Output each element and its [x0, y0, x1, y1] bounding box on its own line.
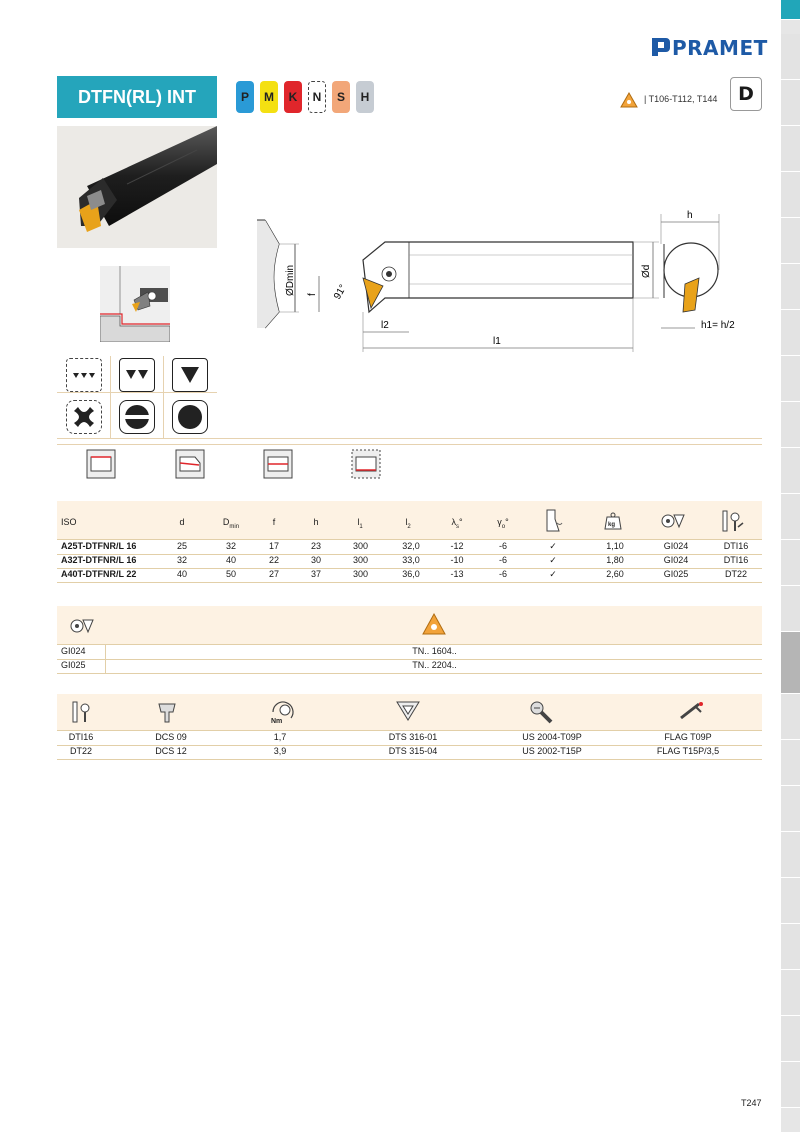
dimension-angle: 91° — [332, 282, 350, 302]
table-cell: 22 — [268, 555, 279, 565]
shim-table-header — [57, 606, 762, 644]
table-cell: 32 — [225, 541, 236, 551]
table-cell: 25 — [176, 541, 187, 551]
shim-code: GI024 — [61, 646, 86, 656]
section-tab[interactable] — [781, 694, 800, 740]
section-tab[interactable] — [781, 448, 800, 494]
torque-value: 3,9 — [273, 746, 287, 756]
table-cell: -13 — [450, 569, 464, 579]
iso-group-n: N — [308, 81, 326, 113]
section-tab[interactable] — [781, 126, 800, 172]
table-cell: 50 — [225, 569, 236, 579]
profile-bore-icon — [263, 449, 293, 479]
section-tab[interactable] — [781, 264, 800, 310]
iso-group-p: P — [236, 81, 254, 113]
table-cell: GI025 — [663, 569, 689, 579]
table-cell: 300 — [353, 555, 369, 565]
torque-label: Nm — [271, 718, 283, 725]
table-cell: 30 — [310, 555, 321, 565]
clamp-icon — [155, 700, 179, 724]
table-cell: 37 — [310, 569, 321, 579]
table-cell: 32,0 — [402, 541, 420, 551]
insert-shape-small-triangles — [66, 358, 102, 392]
screw-code: US 2002-T15P — [522, 746, 582, 756]
section-tab[interactable] — [781, 172, 800, 218]
dimension-d: Ød — [641, 264, 652, 278]
product-code: A25T-DTFNR/L 16 — [61, 541, 137, 551]
iso-group-h: H — [356, 81, 374, 113]
table-cell: 300 — [353, 541, 369, 551]
screw-icon — [529, 700, 555, 724]
key-icon — [677, 700, 707, 722]
brand-name: PRAMET — [672, 36, 768, 60]
table-cell: -6 — [498, 569, 507, 579]
brand-logo — [650, 36, 768, 60]
through-bore-icon — [86, 449, 116, 479]
table-cell: ✓ — [549, 569, 557, 579]
col-gamma: $\gamma_o^\circ$ — [497, 517, 509, 530]
iso-group-s: S — [332, 81, 350, 113]
section-tab-current[interactable] — [781, 632, 800, 694]
section-tab[interactable] — [781, 80, 800, 126]
table-cell: 40 — [176, 569, 187, 579]
product-code: A40T-DTFNR/L 22 — [61, 569, 137, 579]
clamping-parts-icon — [69, 700, 95, 724]
shim-plate-code: DTS 315-04 — [388, 746, 438, 756]
col-l2: $l_2$ — [405, 517, 411, 530]
col-l1: $l_1$ — [357, 517, 363, 530]
insert-designation: TN.. 1604.. — [412, 646, 457, 656]
product-table — [57, 501, 762, 587]
insert-reference — [620, 94, 730, 112]
section-tab[interactable] — [781, 1062, 800, 1108]
dimension-l2: l2 — [381, 320, 389, 331]
table-cell: -10 — [450, 555, 464, 565]
insert-designation: TN.. 2204.. — [412, 660, 457, 670]
table-cell: -6 — [498, 541, 507, 551]
triangle-insert-icon — [421, 612, 447, 636]
table-cell: ✓ — [549, 555, 557, 565]
section-tab[interactable] — [781, 356, 800, 402]
insert-shape-double-triangles — [119, 358, 155, 392]
section-tab[interactable] — [781, 740, 800, 786]
shim-table — [57, 606, 762, 674]
col-lambda: $\lambda_s^\circ$ — [451, 517, 463, 530]
clamp-code: DCS 09 — [155, 732, 187, 742]
dimension-dmin: ØDmin — [285, 264, 296, 296]
iso-group-m: M — [260, 81, 278, 113]
dimension-l1: l1 — [493, 336, 501, 347]
table-cell: 17 — [268, 541, 279, 551]
weight-icon — [603, 511, 623, 531]
clamping-parts-icon — [719, 509, 745, 533]
torque-value: 1,7 — [273, 732, 287, 742]
table-cell: 2,60 — [606, 569, 624, 579]
section-tab[interactable] — [781, 878, 800, 924]
brand-mark-icon — [650, 36, 670, 58]
iso-group-k: K — [284, 81, 302, 113]
col-d: d — [179, 517, 185, 527]
section-tab[interactable] — [781, 970, 800, 1016]
shim-plate-code: DTS 316-01 — [388, 732, 438, 742]
table-cell: DTI16 — [723, 541, 749, 551]
col-iso: ISO — [61, 517, 77, 527]
parts-set-code: DT22 — [69, 746, 92, 756]
dimension-h: h — [687, 210, 693, 221]
table-cell: -6 — [498, 555, 507, 565]
blind-bore-icon — [175, 449, 205, 479]
coolant-icon — [543, 509, 563, 533]
section-tab[interactable] — [781, 924, 800, 970]
table-cell: GI024 — [663, 541, 689, 551]
section-tab[interactable] — [781, 310, 800, 356]
section-tab[interactable] — [781, 494, 800, 540]
table-cell: 40 — [225, 555, 236, 565]
table-cell: ✓ — [549, 541, 557, 551]
page-title: DTFN(RL) INT — [57, 76, 217, 118]
table-cell: 33,0 — [402, 555, 420, 565]
insert-reference-text: | T106-T112, T144 — [644, 94, 718, 104]
shim-code: GI025 — [61, 660, 86, 670]
section-badge: D — [730, 77, 762, 111]
section-tab[interactable] — [781, 34, 800, 80]
screw-code: US 2004-T09P — [522, 732, 582, 742]
product-photo — [57, 126, 217, 248]
shim-icon — [69, 614, 95, 638]
table-cell: 1,10 — [606, 541, 624, 551]
key-code: FLAG T15P/3,5 — [656, 746, 720, 756]
table-cell: 32 — [176, 555, 187, 565]
col-dmin: $D_{min}$ — [222, 517, 240, 530]
section-tabs — [781, 0, 800, 1132]
spare-parts-table — [57, 694, 762, 764]
technical-drawing — [235, 200, 765, 360]
insert-shape-double-half-round — [119, 400, 155, 434]
insert-shape-triangle — [172, 358, 208, 392]
torque-icon — [267, 698, 297, 726]
section-tab[interactable] — [781, 540, 800, 586]
table-cell: GI024 — [663, 555, 689, 565]
key-code: FLAG T09P — [664, 732, 712, 742]
section-tab[interactable] — [781, 1016, 800, 1062]
table-cell: 36,0 — [402, 569, 420, 579]
table-cell: 23 — [310, 541, 321, 551]
col-h: h — [313, 517, 319, 527]
triangle-insert-icon — [620, 92, 638, 108]
parts-set-code: DTI16 — [68, 732, 94, 742]
section-tab[interactable] — [781, 218, 800, 264]
insert-shape-cross — [66, 400, 102, 434]
section-tab-active-top[interactable] — [781, 0, 800, 20]
dimension-f: f — [307, 293, 318, 296]
table-cell: 27 — [268, 569, 279, 579]
shim-icon — [660, 509, 686, 533]
boring-diagram — [100, 266, 170, 342]
face-bore-icon — [351, 449, 381, 479]
section-tab[interactable] — [781, 786, 800, 832]
product-code: A32T-DTFNR/L 16 — [61, 555, 137, 565]
shim-plate-icon — [395, 700, 421, 722]
section-tab[interactable] — [781, 402, 800, 448]
svg-text:kg: kg — [608, 522, 616, 528]
section-tab[interactable] — [781, 586, 800, 632]
table-cell: DT22 — [724, 569, 747, 579]
section-tab[interactable] — [781, 832, 800, 878]
table-cell: 300 — [353, 569, 369, 579]
insert-shape-round — [172, 400, 208, 434]
page-number: T247 — [741, 1098, 762, 1108]
col-f: f — [272, 517, 276, 527]
clamp-code: DCS 12 — [155, 746, 187, 756]
table-cell: -12 — [450, 541, 464, 551]
table-cell: DTI16 — [723, 555, 749, 565]
dimension-h1: h1= h/2 — [701, 320, 735, 331]
table-cell: 1,80 — [606, 555, 624, 565]
